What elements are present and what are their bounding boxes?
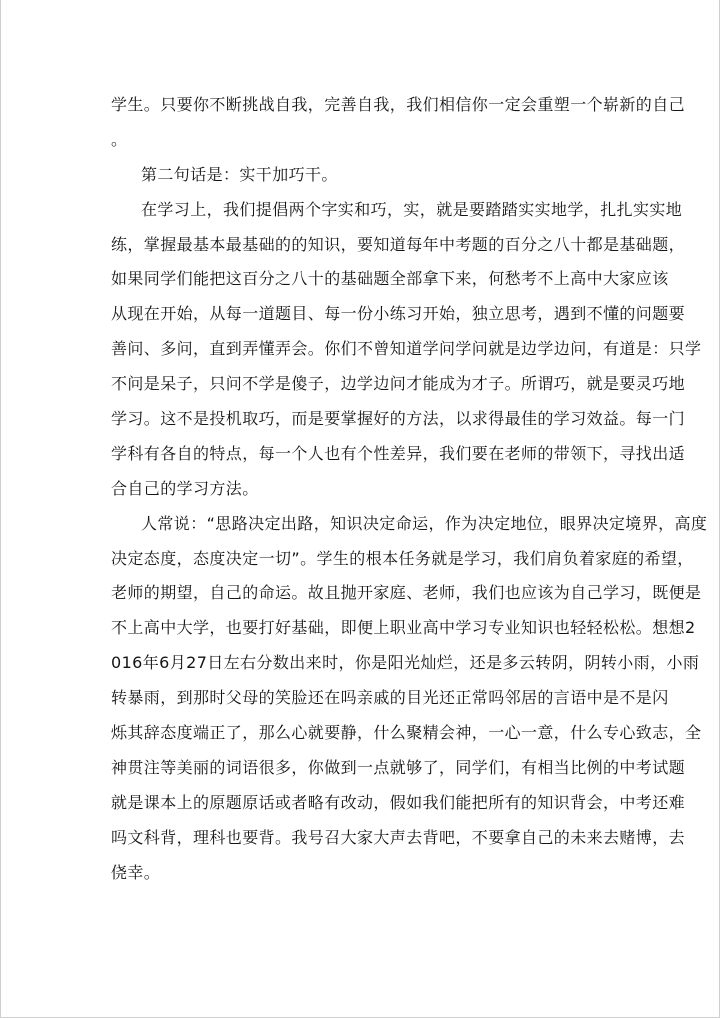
paragraph-start-line: 在学习上，我们提倡两个字实和巧，实，就是要踏踏实实地学，扎扎实实地 bbox=[141, 199, 683, 219]
text-line: 就是课本上的原题原话或者略有改动，假如我们能把所有的知识背会，中考还难 bbox=[111, 792, 686, 812]
text-line: 如果同学们能把这百分之八十的基础题全部拿下来，何愁考不上高中大家应该 bbox=[111, 269, 669, 289]
text-line: 016年6月27日左右分数出来时，你是阳光灿烂，还是多云转阴，阴转小雨，小雨 bbox=[111, 653, 700, 673]
text-line: 决定态度，态度决定一切”。学生的根本任务就是学习，我们肩负着家庭的希望， bbox=[111, 548, 694, 568]
text-line: 侥幸。 bbox=[111, 862, 161, 882]
text-line: 不上高中大学，也要打好基础，即便上职业高中学习专业知识也轻轻松松。想想2 bbox=[111, 618, 696, 638]
text-line: 练，掌握最基本最基础的的知识，要知道每年中考题的百分之八十都是基础题， bbox=[111, 234, 686, 254]
text-line: 老师的期望，自己的命运。故且抛开家庭、老师，我们也应该为自己学习，既便是 bbox=[111, 583, 702, 603]
text-line: 学习。这不是投机取巧，而是要掌握好的方法，以求得最佳的学习效益。每一门 bbox=[111, 409, 686, 429]
text-line: 不问是呆子，只问不学是傻子，边学边问才能成为才子。所谓巧，就是要灵巧地 bbox=[111, 374, 686, 394]
text-line: 转暴雨，到那时父母的笑脸还在吗亲戚的目光还正常吗邻居的言语中是不是闪 bbox=[111, 688, 669, 708]
text-line: 。 bbox=[111, 129, 128, 149]
text-line: 吗文科背，理科也要背。我号召大家大声去背吧，不要拿自己的未来去赌博，去 bbox=[111, 827, 686, 847]
text-line: 合自己的学习方法。 bbox=[111, 478, 259, 498]
paragraph-start-line: 人常说：“思路决定出路，知识决定命运，作为决定地位，眼界决定境界，高度 bbox=[141, 513, 708, 533]
text-line: 学生。只要你不断挑战自我，完善自我，我们相信你一定会重塑一个崭新的自己 bbox=[111, 95, 686, 114]
document-body bbox=[111, 88, 708, 890]
text-line: 烁其辞态度端正了，那么心就要静，什么聚精会神，一心一意，什么专心致志，全 bbox=[111, 723, 702, 743]
section-heading: 第二句话是：实干加巧干。 bbox=[141, 164, 338, 184]
text-line: 从现在开始，从每一道题目、每一份小练习开始，独立思考，遇到不懂的问题要 bbox=[111, 304, 686, 324]
text-line: 善问、多问，直到弄懂弄会。你们不曾知道学问学问就是边学边问，有道是：只学 bbox=[111, 339, 702, 359]
text-line: 学科有各自的特点，每一个人也有个性差异，我们要在老师的带领下，寻找出适 bbox=[111, 443, 686, 463]
text-line: 神贯注等美丽的词语很多，你做到一点就够了，同学们，有相当比例的中考试题 bbox=[111, 757, 686, 777]
